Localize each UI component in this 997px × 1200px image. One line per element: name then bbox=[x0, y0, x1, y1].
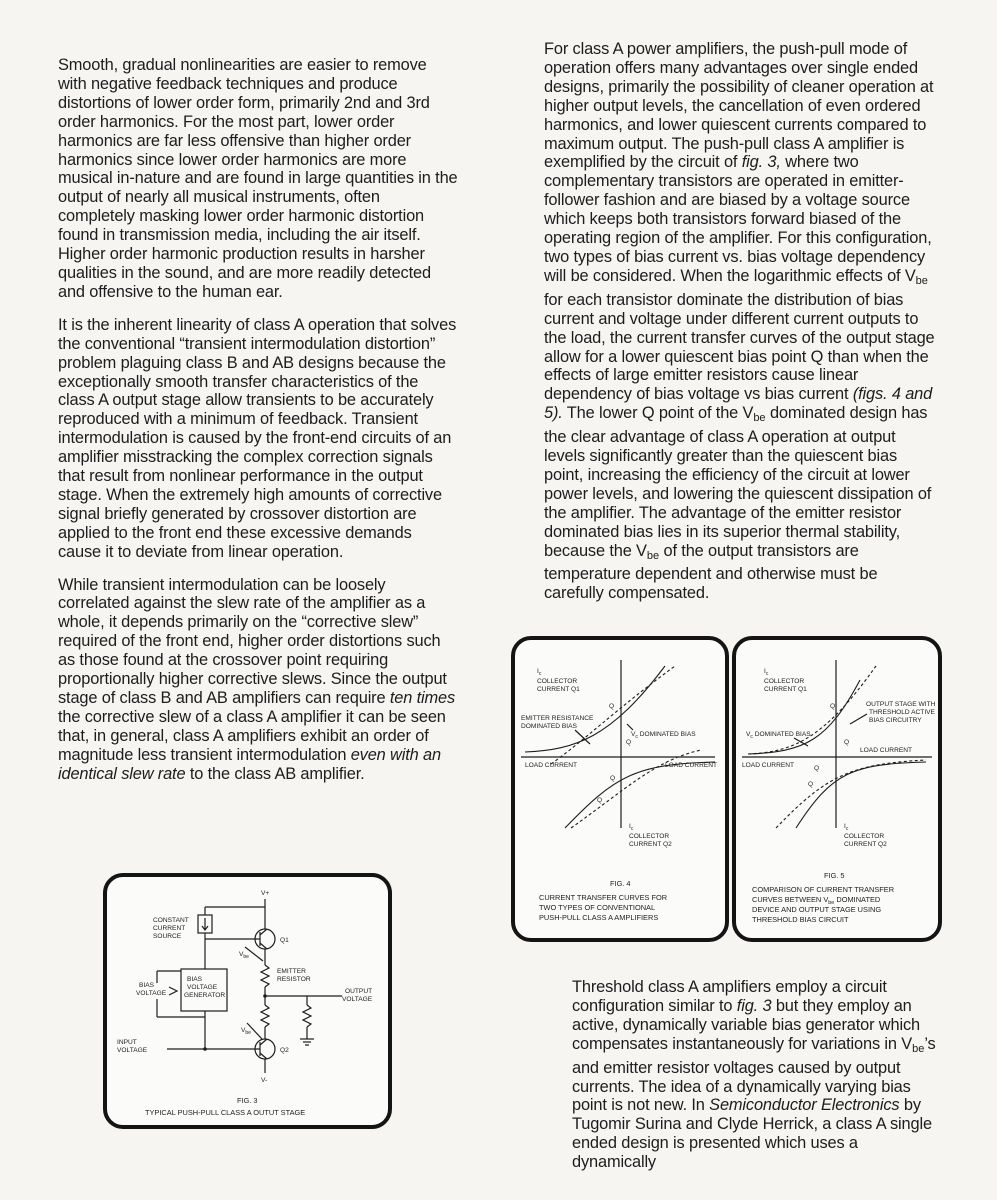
emitter-resistance-label: EMITTER RESISTANCE bbox=[521, 715, 594, 722]
figure-3-circuit bbox=[107, 877, 387, 1124]
emitter-resistor-1 bbox=[261, 965, 269, 987]
figure-3-panel bbox=[103, 873, 392, 1129]
vplus-label: V+ bbox=[261, 890, 270, 897]
text: dominated design has the clear advantage of class A operation at output levels significantly greater than the quiescent bias point, increasing the efficiency of the circuit at lower power levels, and lowering the quiescent dissipation of the amplifier. The advantage of the emitter resistor dominated bias lies in its superior thermal stability, because the V bbox=[544, 404, 932, 560]
figure-5-caption-1: COMPARISON OF CURRENT TRANSFER bbox=[752, 885, 895, 894]
q1-label: Q1 bbox=[280, 937, 289, 944]
figure-4-caption-2: TWO TYPES OF CONVENTIONAL bbox=[539, 903, 656, 912]
paragraph-corrective-slew bbox=[58, 576, 458, 784]
subscript: c bbox=[635, 734, 638, 740]
text: I bbox=[537, 668, 539, 675]
load-current-left-label: LOAD CURRENT bbox=[742, 762, 795, 769]
load-current-right-label: LOAD CURRENT bbox=[665, 762, 718, 769]
paragraph-threshold bbox=[572, 978, 944, 1172]
current-label: CURRENT bbox=[153, 925, 186, 932]
vbe-label bbox=[241, 1027, 251, 1036]
q-point-label: Q bbox=[597, 797, 603, 804]
pointer bbox=[575, 730, 590, 744]
emphasis: (figs. 4 and 5). bbox=[544, 385, 933, 423]
text: V bbox=[241, 1027, 246, 1034]
collector-q2-label: COLLECTOR bbox=[844, 833, 885, 840]
text: DOMINATED BIAS bbox=[754, 731, 811, 738]
right-column-top bbox=[544, 40, 940, 617]
collector-q1-label: COLLECTOR bbox=[537, 678, 578, 685]
text: V bbox=[746, 731, 751, 738]
text: to the class AB amplifier. bbox=[185, 764, 365, 783]
bias-voltage-label: VOLTAGE bbox=[136, 990, 167, 997]
text: I bbox=[844, 823, 846, 830]
emphasis: Semiconductor Electronics bbox=[709, 1096, 900, 1115]
input-voltage-label: VOLTAGE bbox=[117, 1047, 148, 1054]
subscript: be bbox=[915, 274, 928, 287]
emphasis: fig. 3, bbox=[741, 153, 781, 172]
subscript: c bbox=[630, 826, 634, 832]
ic-symbol bbox=[844, 823, 849, 832]
subscript: be bbox=[243, 954, 249, 960]
subscript: be bbox=[245, 1030, 251, 1036]
figure-3-caption: TYPICAL PUSH-PULL CLASS A OUTUT STAGE bbox=[145, 1108, 306, 1117]
input-label: INPUT bbox=[117, 1039, 137, 1046]
ic-symbol bbox=[537, 668, 542, 677]
current-q2-label: CURRENT Q2 bbox=[844, 841, 887, 848]
emitter-dominated-label: DOMINATED BIAS bbox=[521, 723, 577, 730]
text: the corrective slew of a class A amplifier it can be seen that, in general, class A amplifiers exhibit an order of magnitude less transient intermodulation bbox=[58, 707, 446, 764]
text: V bbox=[239, 951, 244, 958]
text: DOMINATED BIAS bbox=[639, 731, 696, 738]
junction bbox=[203, 1047, 207, 1051]
figure-4-number: FIG. 4 bbox=[610, 879, 631, 888]
current-q1-label: CURRENT Q1 bbox=[537, 686, 580, 693]
collector-q1-label: COLLECTOR bbox=[764, 678, 805, 685]
emphasis: ten times bbox=[389, 689, 456, 707]
subscript: c bbox=[845, 826, 849, 832]
text: DOMINATED bbox=[834, 895, 881, 904]
figure-4-caption-1: CURRENT TRANSFER CURVES FOR bbox=[539, 893, 668, 902]
current-q1-label: CURRENT Q1 bbox=[764, 686, 807, 693]
figure-5-graph bbox=[736, 640, 937, 937]
emitter-resistor-2 bbox=[261, 1005, 269, 1027]
text: but they employ an active, dynamically variable bias generator which compensates instantaneously for variations in V bbox=[572, 996, 920, 1053]
vbe-label bbox=[239, 951, 249, 960]
vbe-curve-q2 bbox=[776, 760, 926, 828]
subscript: be bbox=[753, 412, 766, 425]
q-point-label: Q bbox=[814, 765, 820, 772]
q-point-label: Q bbox=[830, 703, 836, 710]
text: While transient intermodulation can be loosely correlated against the slew rate of the amplifier as a whole, it depends primarily on the “corrective slew” required of the front end, higher order distortions such as those found at the crossover point requiring proportionally higher corrective slews. Since the output stage of class B and AB amplifiers can require bbox=[58, 575, 447, 707]
collector-q2-label: COLLECTOR bbox=[629, 833, 670, 840]
resistor-label: RESISTOR bbox=[277, 976, 311, 983]
vbe-curve-q2 bbox=[565, 762, 718, 828]
subscript: c bbox=[538, 671, 542, 677]
right-column-bottom bbox=[572, 978, 944, 1186]
load-current-left-label: LOAD CURRENT bbox=[525, 762, 578, 769]
figure-5-panel bbox=[732, 636, 942, 942]
subscript: be bbox=[912, 1042, 925, 1055]
figure-3-number: FIG. 3 bbox=[237, 1096, 258, 1105]
pointer bbox=[627, 724, 633, 730]
text: by Tugomir Surina and Clyde Herrick, a class A single ended design is presented which uses a dynamically bbox=[572, 1096, 932, 1172]
pointer bbox=[850, 714, 867, 724]
threshold-active-label: THRESHOLD ACTIVE bbox=[869, 709, 935, 716]
text: V bbox=[631, 731, 636, 738]
load-current-right-label: LOAD CURRENT bbox=[860, 747, 913, 754]
figure-4-graph bbox=[515, 640, 724, 937]
load-resistor bbox=[303, 1005, 311, 1027]
q-point-label: Q bbox=[609, 703, 615, 710]
figure-5-caption-4: THRESHOLD BIAS CIRCUIT bbox=[752, 915, 849, 924]
subscript: be bbox=[828, 900, 835, 906]
text: CURVES BETWEEN V bbox=[752, 895, 829, 904]
subscript: c bbox=[765, 671, 769, 677]
subscript: c bbox=[750, 734, 753, 740]
q-point-label: Q bbox=[844, 739, 850, 746]
q-point-label: Q bbox=[808, 781, 814, 788]
text: where two complementary transistors are operated in emitter-follower fashion and are biased by a voltage source which keeps both transistors forward biased of the operating region of the amplifier. For this configuration, two types of bias current vs. bias voltage dependency will be considered. When the logarithmic effects of V bbox=[544, 153, 932, 285]
q2-label: Q2 bbox=[280, 1047, 289, 1054]
output-stage-label: OUTPUT STAGE WITH bbox=[866, 701, 936, 708]
paragraph-push-pull bbox=[544, 40, 940, 603]
ic-symbol bbox=[629, 823, 634, 832]
vbe-dominated-label bbox=[746, 731, 811, 740]
emphasis: even with an identical slew rate bbox=[58, 745, 441, 783]
bias-arrow-icon bbox=[169, 987, 177, 995]
text: ’s and emitter resistor voltages caused by output currents. The idea of a dynamically varying bias point is not new. In bbox=[572, 1034, 936, 1115]
q-point-label: Q bbox=[626, 739, 632, 746]
bias-gen-label: BIAS bbox=[187, 976, 203, 983]
text: of the output transistors are temperature dependent and otherwise must be carefully compensated. bbox=[544, 541, 878, 603]
vbe-dominated-label bbox=[631, 731, 696, 740]
figure-5-caption-3: DEVICE AND OUTPUT STAGE USING bbox=[752, 905, 882, 914]
text: For class A power amplifiers, the push-pull mode of operation offers many advantages over single ended designs, primarily the possibility of cleaner operation at higher output levels, the cancellation of even ordered harmonics, and lower quiescent currents compared to maximum output. The push-pull class A amplifier is exemplified by the circuit of bbox=[544, 40, 934, 172]
junction bbox=[263, 994, 267, 998]
subscript: be bbox=[646, 549, 660, 562]
figure-5-number: FIG. 5 bbox=[824, 871, 845, 880]
constant-label: CONSTANT bbox=[153, 917, 189, 924]
text: I bbox=[629, 823, 631, 830]
source-label: SOURCE bbox=[153, 933, 182, 940]
paragraph-nonlinearities: Smooth, gradual nonlinearities are easier to remove with negative feedback techniques and produce distortions of lower order form, primarily 2nd and 3rd order harmonics. For the most part, lower order harmonics are far less offensive than higher order harmonics since lower order harmonics are more musical in-nature and are found in large quantities in the output of nearly all musical instruments, often completely masking lower order harmonic distortion found in transmission media, including the air itself. Higher order harmonic production results in harsher qualities in the sound, and are more readily detected and offensive to the human ear. bbox=[58, 56, 458, 301]
ic-symbol bbox=[764, 668, 769, 677]
current-q2-label: CURRENT Q2 bbox=[629, 841, 672, 848]
vminus-label: V- bbox=[261, 1077, 268, 1084]
bias-circuitry-label: BIAS CIRCUITRY bbox=[869, 717, 922, 724]
emphasis: fig. 3 bbox=[736, 996, 772, 1015]
generator-label: GENERATOR bbox=[184, 992, 226, 999]
bias-label: BIAS bbox=[139, 982, 155, 989]
paragraph-transient-intermodulation: It is the inherent linearity of class A operation that solves the conventional “transient intermodulation distortion” problem plaguing class B and AB designs because the exceptionally smooth transfer characteristics of the class A output stage allow transients to be accurately reproduced with a minimum of feedback. Transient intermodulation is caused by the front-end circuits of an amplifier misstracking the complex correction signals that result from nonlinear performance in the output stage. When the extremely high amounts of corrective signal briefly generated by crossover distortion are applied to the front end these excessive demands cause it to deviate from linear operation. bbox=[58, 315, 457, 561]
left-column bbox=[58, 56, 458, 798]
figure-4-panel bbox=[511, 636, 729, 942]
text: The lower Q point of the V bbox=[562, 404, 754, 423]
output-label: OUTPUT bbox=[345, 988, 373, 995]
voltage-gen-label: VOLTAGE bbox=[187, 984, 218, 991]
emitter-label: EMITTER bbox=[277, 968, 306, 975]
voltage-label: VOLTAGE bbox=[342, 996, 373, 1003]
text: for each transistor dominate the distribution of bias current and voltage under different current outputs to the load, the current transfer curves of the output stage allow for a lower quiescent bias point Q than when the effects of large emitter resistors cause linear dependency of bias voltage vs bias current bbox=[544, 290, 935, 404]
text: I bbox=[764, 668, 766, 675]
q-point-label: Q bbox=[610, 775, 616, 782]
figure-4-caption-3: PUSH-PULL CLASS A AMPLIFIERS bbox=[539, 913, 659, 922]
text: Threshold class A amplifiers employ a circuit configuration similar to bbox=[572, 978, 887, 1015]
